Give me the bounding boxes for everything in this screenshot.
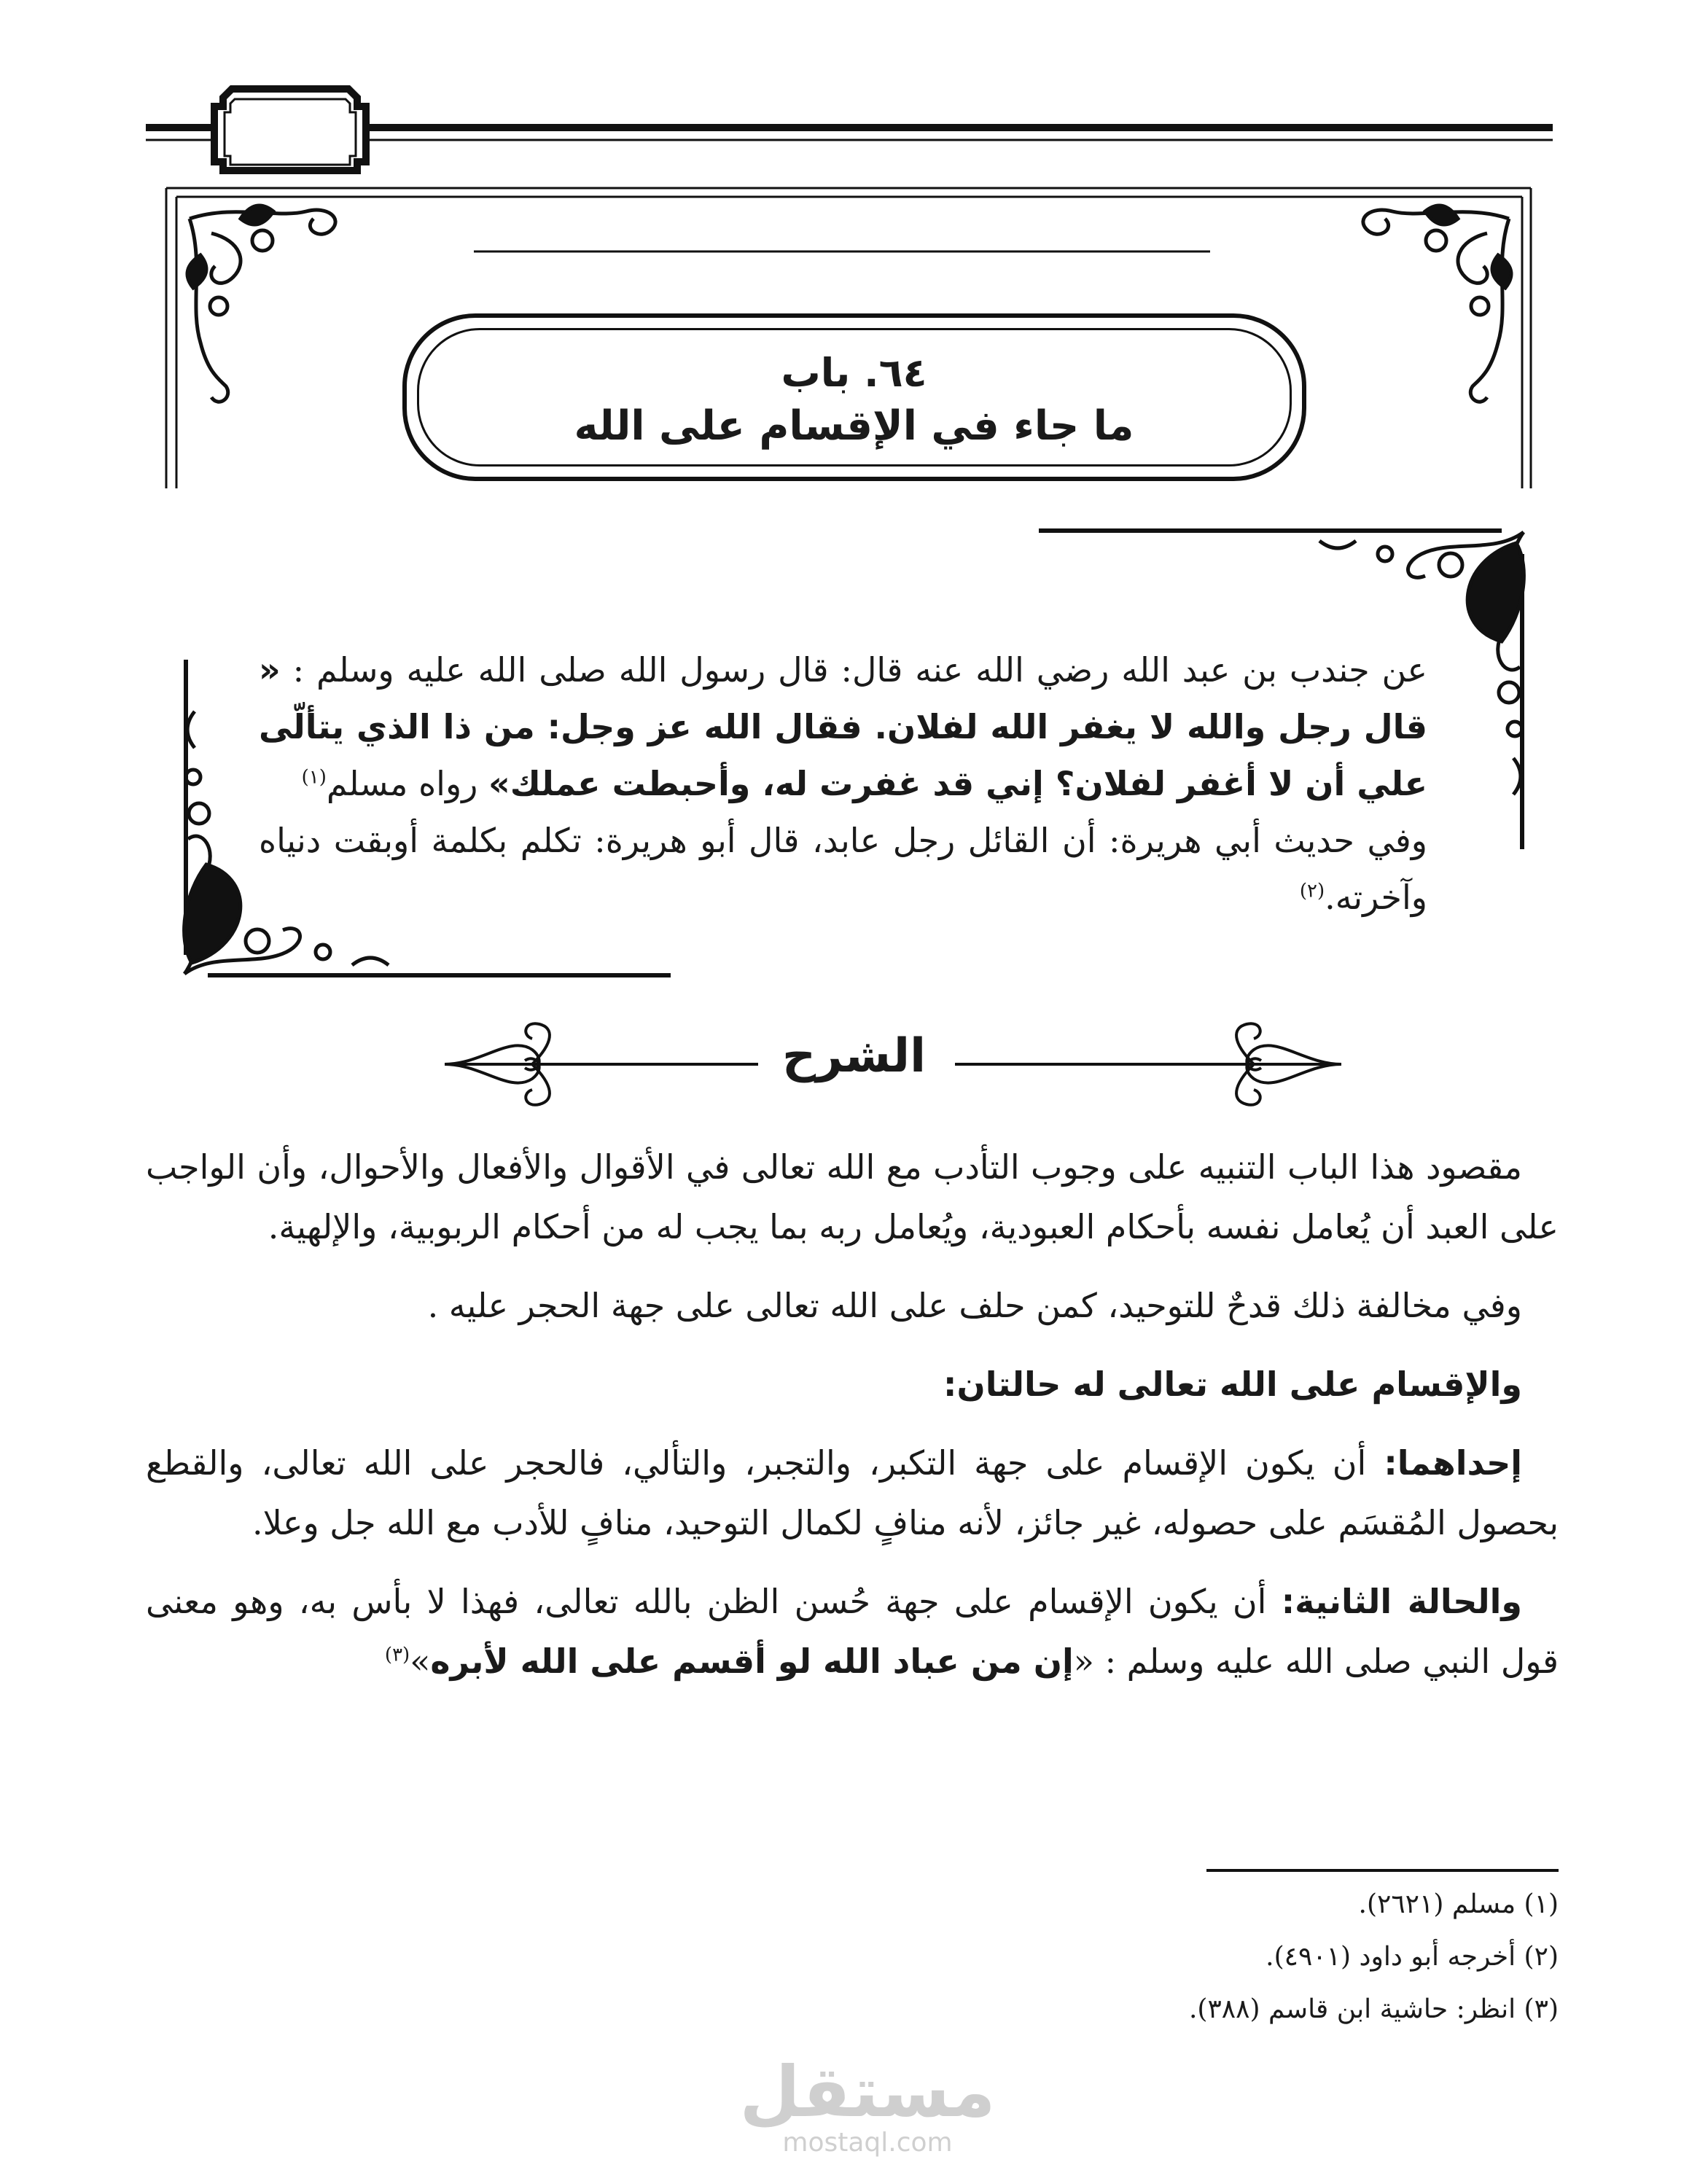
paragraph-5-lead: والحالة الثانية: bbox=[1281, 1582, 1522, 1621]
paragraph-5-end: » bbox=[410, 1642, 431, 1681]
paragraph-4 bbox=[146, 1433, 1559, 1553]
footnote-1: (١) مسلم (٢٦٢١). bbox=[1358, 1889, 1559, 1919]
footnote-rule bbox=[0, 1866, 1708, 1881]
watermark-latin: mostaql.com bbox=[782, 2128, 953, 2158]
hadith-second: وفي حديث أبي هريرة: أن القائل رجل عابد، قال أبو هريرة: تكلم بكلمة أوبقت دنياه وآخرته. bbox=[259, 821, 1427, 917]
hadith-quote: « قال رجل والله لا يغفر الله لفلان. فقال الله عز وجل: من ذا الذي يتألّى علي أن لا أغفر لفلان؟ إني قد غفرت له، وأحبطت عملك» bbox=[259, 650, 1427, 803]
footnote-ref-3[interactable]: (٣) bbox=[384, 1644, 410, 1666]
chapter-number: ٦٤. باب bbox=[781, 350, 927, 396]
footnote-ref-1[interactable]: (١) bbox=[301, 766, 327, 789]
hadith-block bbox=[259, 641, 1427, 926]
footnote-2: (٢) أخرجه أبو داود (٤٩٠١). bbox=[1266, 1942, 1559, 1972]
paragraph-2: وفي مخالفة ذلك قدحٌ للتوحيد، كمن حلف على الله تعالى على جهة الحجر عليه . bbox=[427, 1286, 1522, 1325]
commentary-body bbox=[146, 1137, 1559, 1710]
paragraph-3: والإقسام على الله تعالى له حالتان: bbox=[943, 1365, 1522, 1404]
paragraph-4-lead: إحداهما: bbox=[1384, 1443, 1522, 1483]
hadith-intro: عن جندب بن عبد الله رضي الله عنه قال: قال رسول الله صلى الله عليه وسلم : bbox=[292, 650, 1427, 690]
paragraph-4-text: أن يكون الإقسام على جهة التكبر، والتجبر، والتألي، فالحجر على الله تعالى، والقطع بحصول المُقسَم على حصوله، غير جائز، لأنه منافٍ لكمال التوحيد، منافٍ للأدب مع الله جل وعلا. bbox=[146, 1443, 1559, 1542]
footnote-ref-2[interactable]: (٢) bbox=[1299, 880, 1325, 902]
paragraph-5 bbox=[146, 1572, 1559, 1691]
paragraph-5-quote: إن من عباد الله لو أقسم على الله لأبره bbox=[430, 1642, 1074, 1681]
watermark-arabic: مستقل bbox=[739, 2051, 996, 2133]
paragraph-1: مقصود هذا الباب التنبيه على وجوب التأدب مع الله تعالى في الأقوال والأفعال والأحوال، وأن الواجب على العبد أن يُعامل نفسه بأحكام العبودية، ويُعامل ربه بما يجب له من أحكام الربوبية، والإلهية. bbox=[146, 1147, 1559, 1246]
section-title: الشرح bbox=[781, 1029, 927, 1083]
hadith-source: رواه مسلم bbox=[326, 764, 488, 803]
watermark bbox=[722, 2051, 1013, 2158]
footnote-3: (٣) انظر: حاشية ابن قاسم (٣٨٨). bbox=[1188, 1994, 1559, 2024]
chapter-title: ما جاء في الإقسام على الله bbox=[574, 402, 1134, 450]
footnotes bbox=[392, 1881, 1559, 2038]
paragraph-5-text: أن يكون الإقسام على جهة حُسن الظن بالله تعالى، فهذا لا بأس به، وهو معنى قول النبي صلى الله عليه وسلم : « bbox=[146, 1582, 1559, 1681]
